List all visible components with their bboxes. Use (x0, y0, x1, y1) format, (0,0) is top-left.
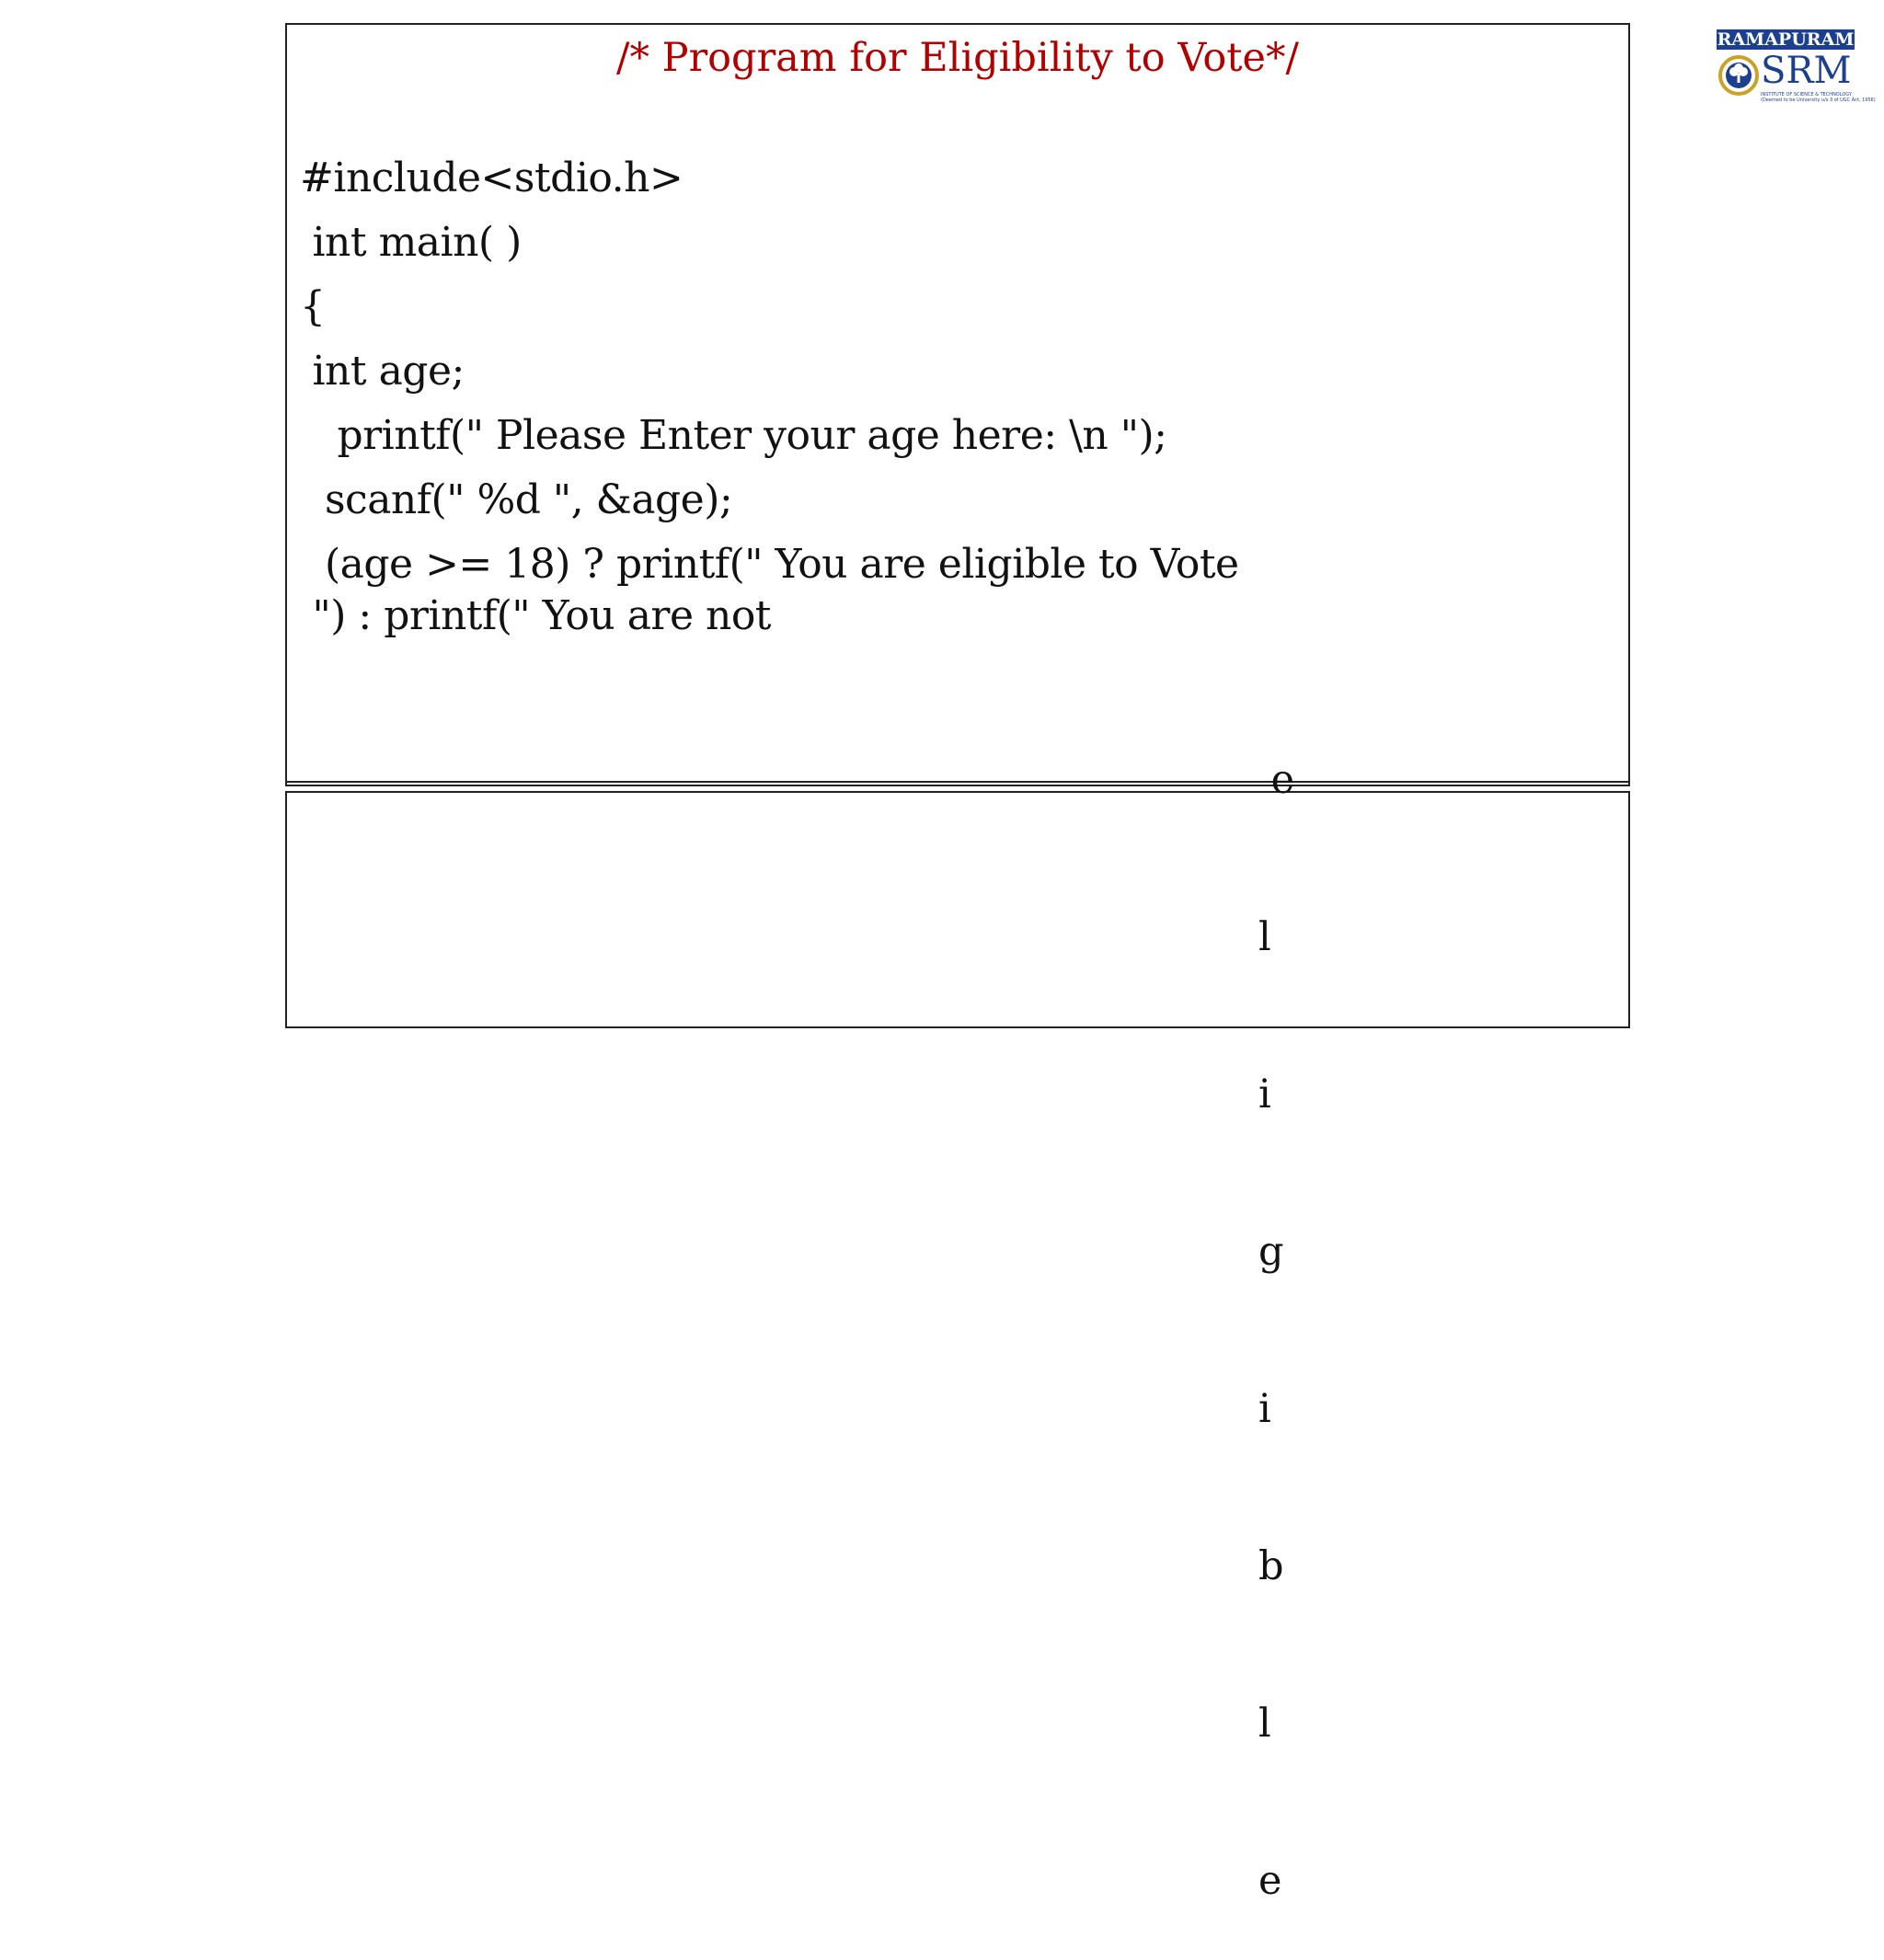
code-line-scanf: scanf(" %d ", &age); (300, 476, 733, 523)
code-line-declaration: int age; (300, 348, 465, 395)
vertical-letter: g (1258, 1229, 1284, 1275)
vertical-letter: e (1258, 1858, 1282, 1904)
srm-logo (1713, 26, 1876, 107)
code-line-main: int main( ) (300, 219, 522, 266)
slide-title: /* Program for Eligibility to Vote*/ (616, 35, 1299, 81)
logo-campus-label: RAMAPURAM (1717, 29, 1855, 50)
code-line-ternary-continued: ") : printf(" You are not (300, 592, 771, 639)
tree-emblem-icon (1718, 55, 1759, 96)
vertical-letter: l (1258, 914, 1271, 960)
code-frame (285, 23, 1630, 786)
logo-subtitle-line: INSTITUTE OF SCIENCE & TECHNOLOGY (1761, 92, 1852, 97)
logo-subtitle (1761, 92, 1876, 103)
vertical-letter: e (1258, 757, 1295, 803)
frame-divider (285, 781, 1630, 783)
code-line-ternary: (age >= 18) ? printf(" You are eligible to Vote (300, 541, 1239, 588)
code-line-printf: printf(" Please Enter your age here: \n "); (300, 412, 1167, 459)
vertical-letter: i (1258, 1072, 1271, 1118)
vertical-letter: i (1258, 1386, 1271, 1432)
output-frame (285, 791, 1630, 1028)
vertical-word-eligible (1258, 649, 1304, 1960)
vertical-letter: l (1258, 1701, 1271, 1747)
code-line-include: #include<stdio.h> (300, 155, 684, 201)
logo-wordmark: SRM (1761, 50, 1852, 92)
code-line-open-brace: { (300, 283, 326, 330)
logo-tagline: (Deemed to be University u/s 3 of UGC Act, 1956) (1761, 97, 1876, 103)
vertical-letter: b (1258, 1543, 1284, 1589)
